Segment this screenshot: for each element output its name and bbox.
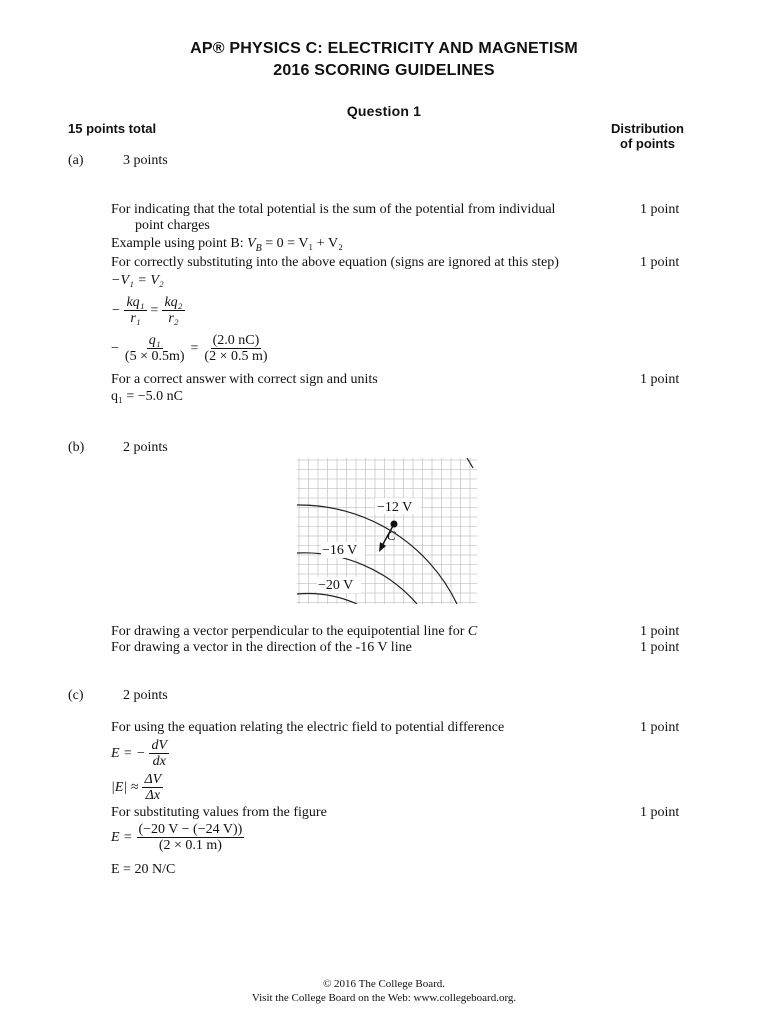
part-b-criterion2-points: 1 point xyxy=(640,640,680,655)
part-b-criterion1-text: For drawing a vector perpendicular to the equipotential line for xyxy=(111,624,465,639)
part-a-criterion2-points: 1 point xyxy=(640,255,680,270)
part-b-criterion1-points: 1 point xyxy=(640,624,680,639)
example-text: Example using point B: xyxy=(111,236,244,251)
minus-sign: − xyxy=(111,340,119,356)
eq2-den: Δx xyxy=(145,788,161,803)
footer-copyright: © 2016 The College Board. xyxy=(322,978,446,990)
part-c-eq1 xyxy=(111,738,169,769)
equals-sign: = xyxy=(190,340,199,356)
point-c-label: C xyxy=(387,528,396,543)
eq2-num-right: kq₂ xyxy=(164,295,183,310)
eq3-num-right: (2.0 nC) xyxy=(212,333,260,348)
part-b-points: 2 points xyxy=(123,440,168,455)
eq3-den: (2 × 0.1 m) xyxy=(158,838,222,853)
part-a-criterion2: For correctly substituting into the above equation (signs are ignored at this step) xyxy=(111,255,559,270)
equals-sign: = xyxy=(150,302,159,318)
minus-sign: − xyxy=(111,302,121,318)
fraction-right xyxy=(202,333,269,364)
eq3-lhs: E = xyxy=(111,829,133,845)
distribution-line2: of points xyxy=(620,136,675,151)
part-c-eq3 xyxy=(111,822,244,853)
part-a-points: 3 points xyxy=(123,153,168,168)
fraction-right xyxy=(162,295,184,326)
part-b-label: (b) xyxy=(68,440,85,455)
eq2-den-left: r₁ xyxy=(130,311,141,326)
eq2-den-right: r₂ xyxy=(168,311,179,326)
part-b-criterion1 xyxy=(111,624,477,640)
eq2-lhs: |E| ≈ xyxy=(111,779,139,795)
part-c-points: 2 points xyxy=(123,688,168,703)
example-vb: $V_B$ xyxy=(247,236,262,254)
part-a-eq2 xyxy=(111,295,185,326)
part-c-eq2 xyxy=(111,772,163,803)
part-a-eq1: −V₁ = V₂ xyxy=(111,273,164,288)
eq1-lhs: E = − xyxy=(111,745,146,761)
eq2-num: ΔV xyxy=(144,772,162,787)
eq1-den: dx xyxy=(152,754,166,769)
example-equation: = 0 = V₁ + V₂ xyxy=(265,236,343,251)
eq1-fraction xyxy=(149,738,169,769)
part-c-criterion1-points: 1 point xyxy=(640,720,680,735)
label-minus-20v: −20 V xyxy=(318,578,354,593)
equipotential-figure xyxy=(297,458,477,604)
page-title: AP® PHYSICS C: ELECTRICITY AND MAGNETISM xyxy=(190,40,578,57)
part-c-label: (c) xyxy=(68,688,84,703)
fraction-left xyxy=(124,295,146,326)
label-minus-12v: −12 V xyxy=(377,500,413,515)
part-a-criterion1-line2: point charges xyxy=(135,218,210,233)
eq3-den-left: (5 × 0.5m) xyxy=(124,349,185,364)
distribution-line1: Distribution xyxy=(611,121,684,136)
page-subtitle: 2016 SCORING GUIDELINES xyxy=(273,62,495,79)
distribution-heading xyxy=(600,121,695,151)
part-a-eq3 xyxy=(111,333,270,364)
footer-website: Visit the College Board on the Web: www.collegeboard.org. xyxy=(251,992,517,1004)
eq2-fraction xyxy=(142,772,163,803)
part-c-criterion2-points: 1 point xyxy=(640,805,680,820)
eq1-num: dV xyxy=(151,738,168,753)
part-c-criterion2: For substituting values from the figure xyxy=(111,805,327,820)
part-a-criterion1-points: 1 point xyxy=(640,202,680,217)
part-a-criterion1-line1: For indicating that the total potential is the sum of the potential from individual xyxy=(111,202,556,217)
part-c-criterion1: For using the equation relating the electric field to potential difference xyxy=(111,720,505,735)
part-c-answer: E = 20 N/C xyxy=(111,862,176,877)
eq3-num: (−20 V − (−24 V)) xyxy=(138,822,243,837)
label-minus-16v: −16 V xyxy=(322,543,358,558)
eq3-num-left: q₁ xyxy=(148,333,161,348)
equipotential-svg xyxy=(297,458,477,604)
fraction-left xyxy=(123,333,187,364)
part-a-criterion3: For a correct answer with correct sign and units xyxy=(111,372,378,387)
eq3-den-right: (2 × 0.5 m) xyxy=(204,349,268,364)
part-a-criterion3-points: 1 point xyxy=(640,372,680,387)
total-points: 15 points total xyxy=(68,121,157,136)
part-a-example xyxy=(111,236,343,254)
part-b-criterion1-var: C xyxy=(467,624,478,639)
part-a-label: (a) xyxy=(68,153,84,168)
part-a-answer: q₁ = −5.0 nC xyxy=(111,389,184,404)
part-b-criterion2: For drawing a vector in the direction of the -16 V line xyxy=(111,640,412,655)
eq3-fraction xyxy=(137,822,245,853)
eq2-num-left: kq₁ xyxy=(126,295,145,310)
question-heading: Question 1 xyxy=(346,103,422,119)
